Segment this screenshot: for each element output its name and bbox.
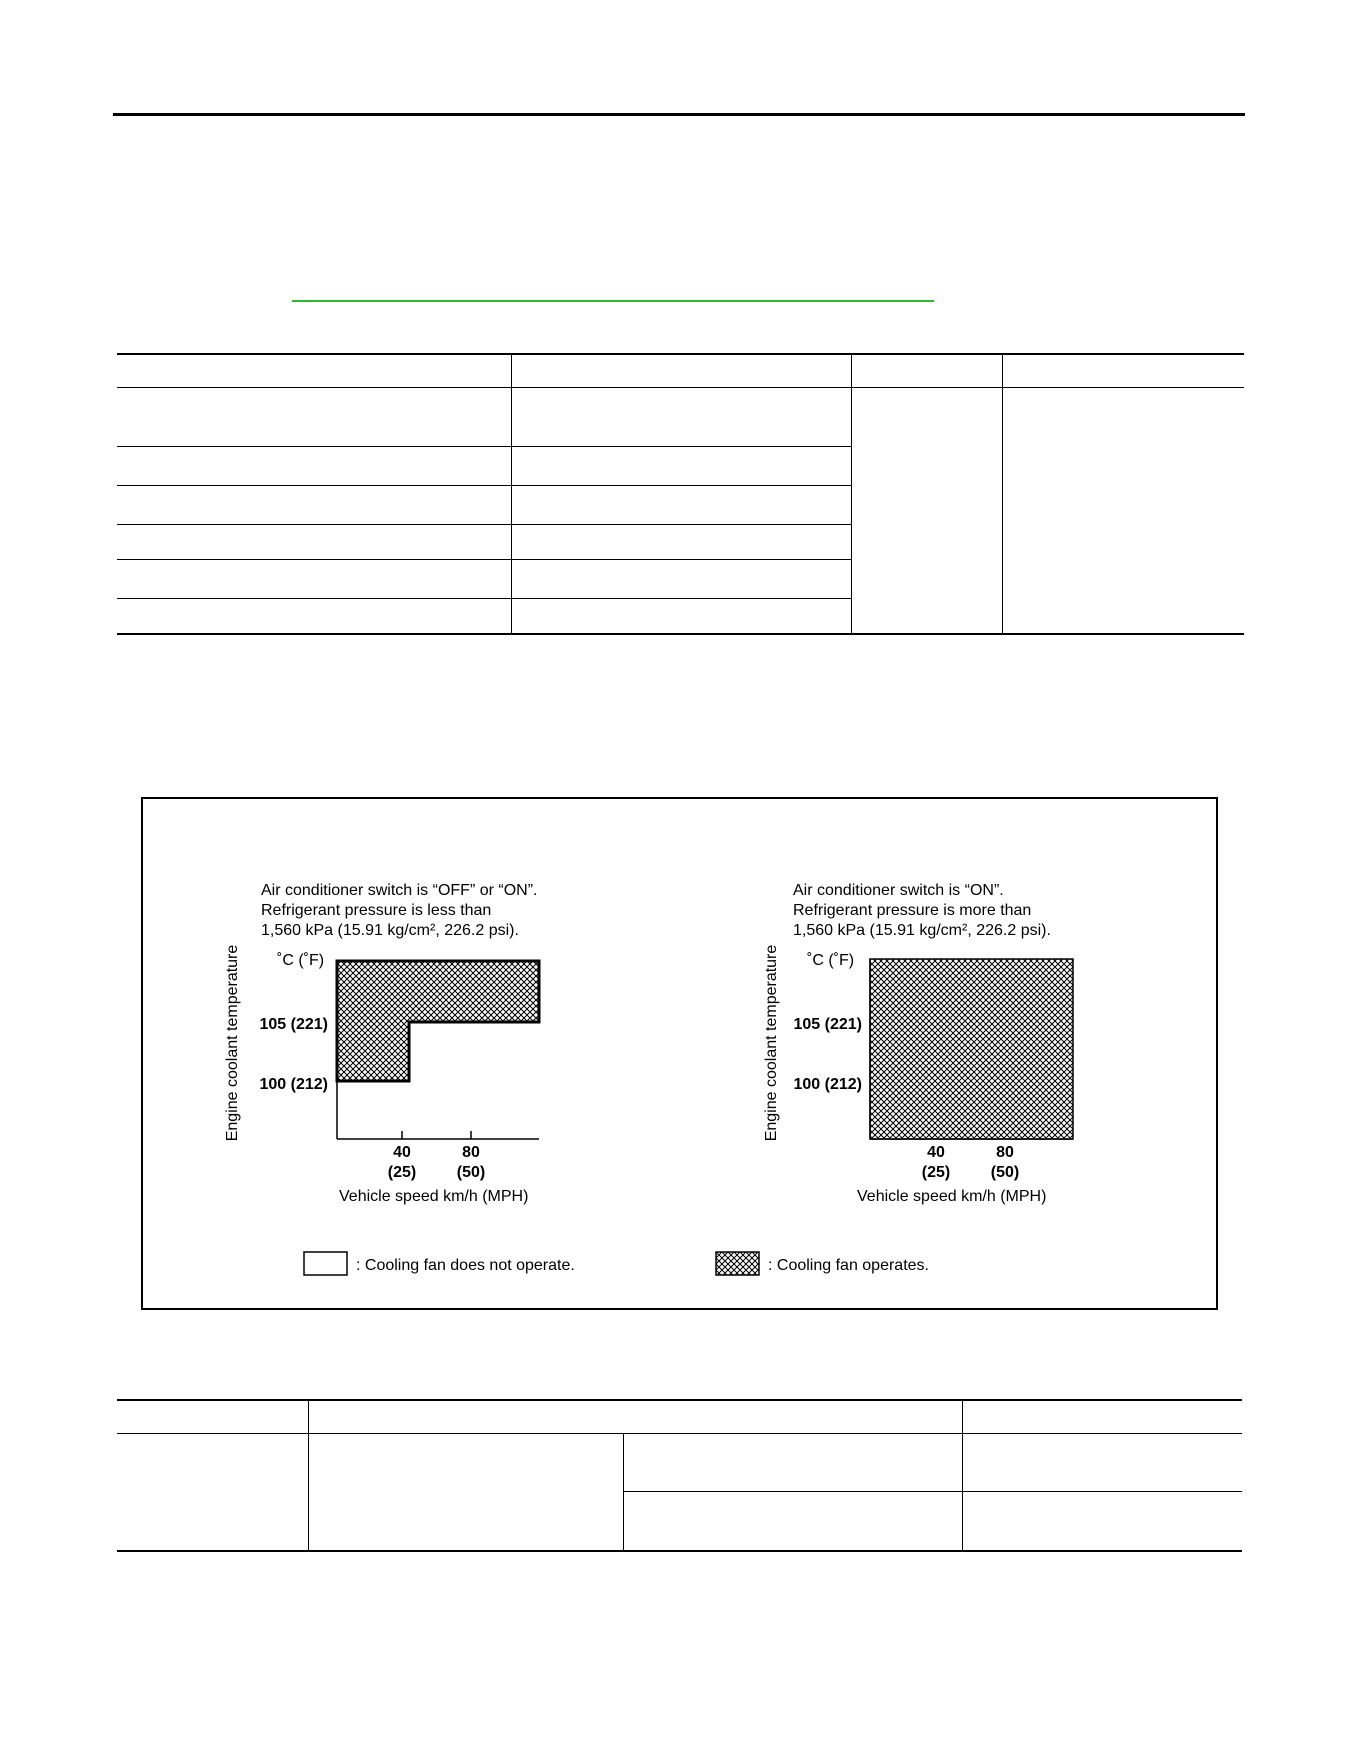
- left-caption-line-1: Air conditioner switch is “OFF” or “ON”.: [261, 882, 538, 899]
- right-y-tick-label: 100 (212): [793, 1076, 862, 1093]
- link-underline[interactable]: [292, 300, 934, 302]
- table-row-rule: [117, 559, 851, 560]
- legend-swatch-on: [716, 1252, 759, 1275]
- left-x-tick-label: 40: [393, 1144, 411, 1161]
- left-x-tick-label: 80: [462, 1144, 480, 1161]
- right-y-unit: ˚C (˚F): [807, 952, 855, 969]
- right-x-tick-label: 80: [996, 1144, 1014, 1161]
- left-y-tick-label: 100 (212): [259, 1076, 328, 1093]
- left-x-tick-label: (50): [456, 1164, 486, 1181]
- right-caption-line-2: Refrigerant pressure is more than: [793, 902, 1032, 919]
- table-row-rule: [117, 446, 851, 447]
- table-top-rule: [117, 1399, 1242, 1401]
- left-caption-line-3: 1,560 kPa (15.91 kg/cm², 226.2 psi).: [261, 922, 519, 939]
- right-chart: [763, 882, 1073, 1205]
- left-y-tick-label: 105 (221): [259, 1016, 328, 1033]
- table-col-divider: [1002, 353, 1003, 635]
- spec-table-2: [117, 1399, 1242, 1553]
- left-x-tick-label: (25): [387, 1164, 417, 1181]
- right-y-tick-label: 105 (221): [793, 1016, 862, 1033]
- header-rule: [113, 113, 1245, 116]
- right-x-axis-label: Vehicle speed km/h (MPH): [857, 1188, 1047, 1205]
- right-x-tick-label: 40: [927, 1144, 945, 1161]
- left-operating-region: [337, 961, 539, 1081]
- right-caption-line-3: 1,560 kPa (15.91 kg/cm², 226.2 psi).: [793, 922, 1051, 939]
- table-header-rule: [117, 387, 1244, 388]
- table-top-rule: [117, 353, 1244, 355]
- cooling-fan-figure: [141, 797, 1218, 1310]
- cooling-fan-diagram: [143, 799, 1220, 1312]
- table-col-divider: [962, 1399, 963, 1552]
- right-y-axis-label: Engine coolant temperature: [763, 944, 780, 1142]
- legend: [304, 1252, 929, 1275]
- table-col-divider: [851, 353, 852, 635]
- legend-label-off: : Cooling fan does not operate.: [356, 1257, 575, 1274]
- spec-table: [117, 353, 1244, 635]
- table-bottom-rule: [117, 633, 1244, 635]
- left-y-unit: ˚C (˚F): [277, 952, 325, 969]
- right-caption-line-1: Air conditioner switch is “ON”.: [793, 882, 1004, 899]
- table-col-divider: [511, 353, 512, 635]
- legend-label-on: : Cooling fan operates.: [768, 1257, 929, 1274]
- table-row-rule: [117, 485, 851, 486]
- left-y-axis-label: Engine coolant temperature: [224, 944, 241, 1142]
- table-col-divider: [308, 1399, 309, 1552]
- table-row-rule: [117, 524, 851, 525]
- table-row-rule: [623, 1491, 1242, 1492]
- table-bottom-rule: [117, 1550, 1242, 1552]
- left-chart: [224, 882, 539, 1205]
- table-col-divider: [623, 1433, 624, 1552]
- right-x-tick-label: (25): [921, 1164, 951, 1181]
- right-operating-region: [870, 959, 1073, 1139]
- left-x-axis-label: Vehicle speed km/h (MPH): [339, 1188, 529, 1205]
- table-row-rule: [117, 598, 851, 599]
- left-caption-line-2: Refrigerant pressure is less than: [261, 902, 492, 919]
- right-x-tick-label: (50): [990, 1164, 1020, 1181]
- table-header-rule: [117, 1433, 1242, 1434]
- legend-swatch-off: [304, 1252, 347, 1275]
